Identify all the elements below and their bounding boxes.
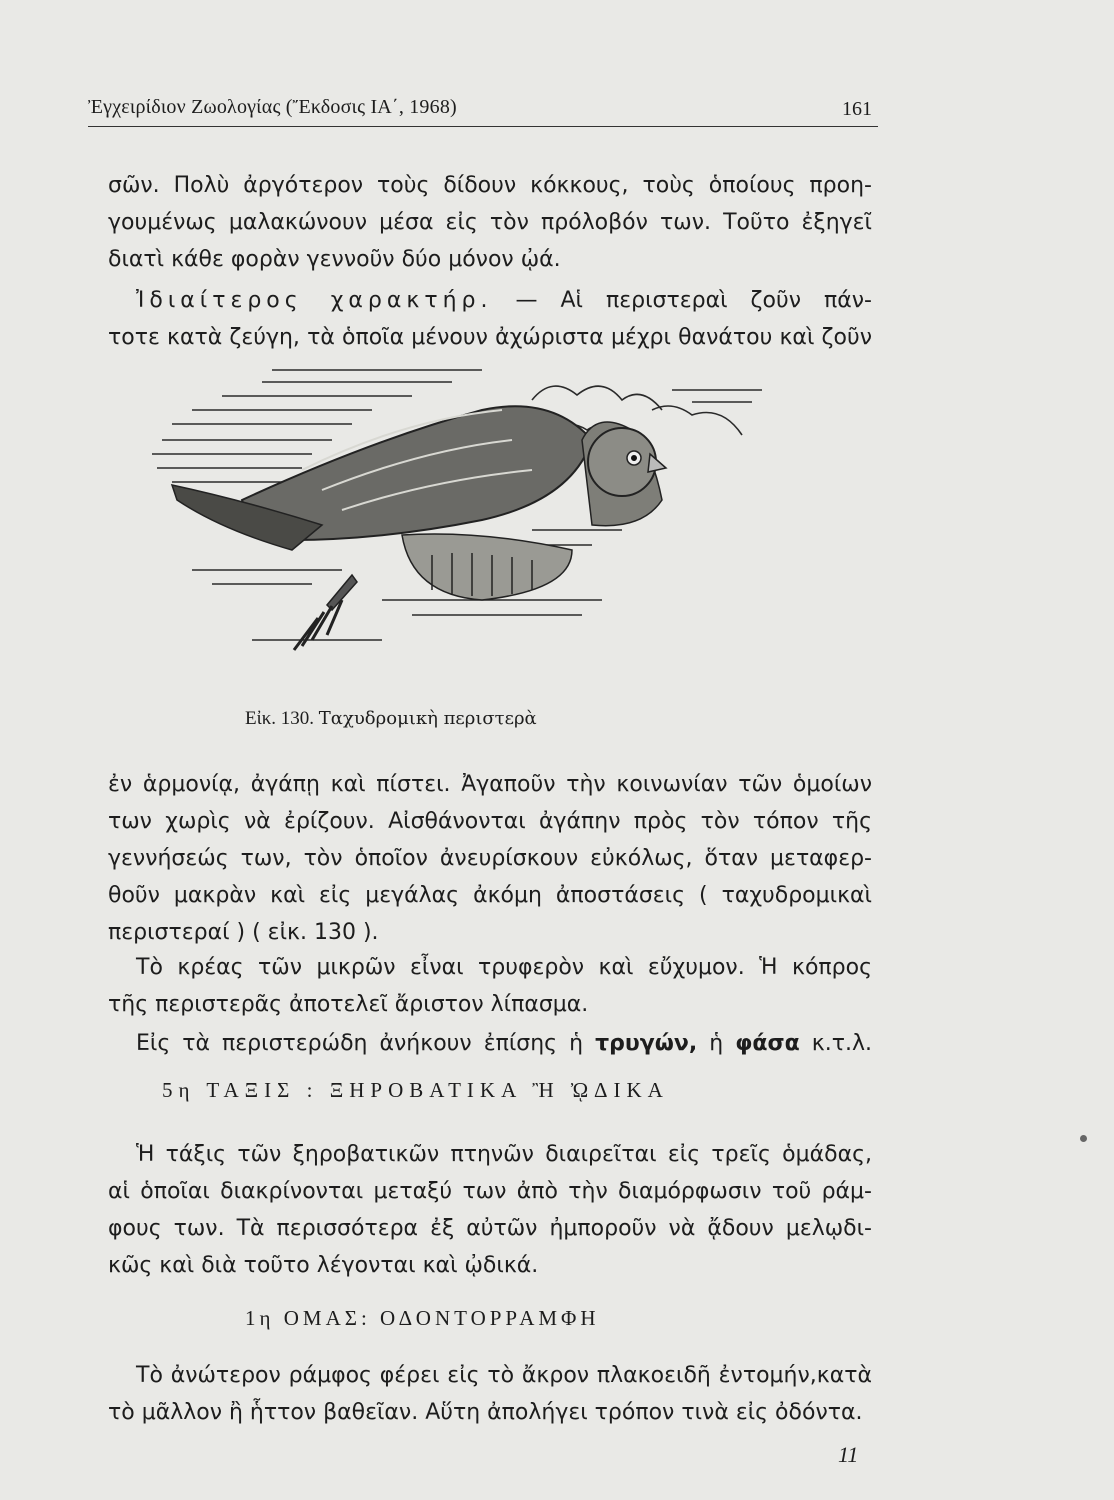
body-line: διατὶ κάθε φορὰν γεννοῦν δύο μόνον ᾠά. <box>108 247 561 272</box>
body-line: Τὸ κρέας τῶν μικρῶν εἶναι τρυφερὸν καὶ εὔχυμον. Ἡ κόπρος <box>136 955 872 980</box>
figure-caption-label: Εἰκ. 130. <box>245 708 315 729</box>
figure-caption-text: Ταχυδρομικὴ περιστερὰ <box>318 708 537 729</box>
body-line: Τὸ ἀνώτερον ράμφος φέρει εἰς τὸ ἄκρον πλακοειδῆ ἐντομήν,κατὰ <box>136 1363 872 1388</box>
body-line: κῶς καὶ διὰ τοῦτο λέγονται καὶ ᾠδικά. <box>108 1253 539 1278</box>
spaced-term: Ἰδιαίτερος χαρακτήρ. <box>136 288 493 313</box>
paper-speck <box>1080 1135 1087 1142</box>
body-line: γεννήσεώς των, τὸν ὁποῖον ἀνευρίσκουν εὐκόλως, ὅταν μεταφερ- <box>108 846 872 871</box>
body-line: τῆς περιστερᾶς ἀποτελεῖ ἄριστον λίπασμα. <box>108 992 589 1017</box>
body-line: θοῦν μακρὰν καὶ εἰς μεγάλας ἀκόμη ἀποστάσεις ( ταχυδρομικαὶ <box>108 883 872 908</box>
body-line: Ἡ τάξις τῶν ξηροβατικῶν πτηνῶν διαιρεῖται εἰς τρεῖς ὁμάδας, <box>136 1142 872 1167</box>
body-line: αἱ ὁποῖαι διακρίνονται μεταξύ των ἀπὸ τὴν διαμόρφωσιν τοῦ ράμ- <box>108 1179 872 1204</box>
body-text: Εἰς τὰ περιστερώδη ἀνήκουν ἐπίσης ἡ <box>136 1031 584 1056</box>
group-heading: 1η ΟΜΑΣ: ΟΔΟΝΤΟΡΡΑΜΦΗ <box>245 1306 600 1330</box>
body-line: τὸ μᾶλλον ἢ ἧττον βαθεῖαν. Αὕτη ἀπολήγει τρόπον τινὰ εἰς ὀδόντα. <box>108 1400 863 1425</box>
body-line: γουμένως μαλακώνουν μέσα εἰς τὸν πρόλοβόν των. Τοῦτο ἐξηγεῖ <box>108 210 872 235</box>
page-number: 161 <box>842 98 872 120</box>
body-line: περιστεραί ) ( εἰκ. 130 ). <box>108 920 379 945</box>
printer-signature: 11 <box>838 1442 859 1467</box>
order-heading: 5η ΤΑΞΙΣ : ΞΗΡΟΒΑΤΙΚΑ Ἢ ᾨΔΙΚΑ <box>162 1078 669 1102</box>
carrier-pigeon-illustration-icon <box>152 350 772 700</box>
body-text: — Αἱ περιστεραὶ ζοῦν πάν- <box>515 288 872 313</box>
character-para-line <box>108 283 872 318</box>
bold-term-fasa: φάσα <box>735 1031 800 1056</box>
body-text: ἡ <box>709 1031 724 1056</box>
body-text: κ.τ.λ. <box>811 1031 872 1056</box>
body-line: των χωρὶς νὰ ἐρίζουν. Αἰσθάνονται ἀγάπην πρὸς τὸν τόπον τῆς <box>108 809 872 834</box>
bold-term-trygon: τρυγών, <box>595 1031 698 1056</box>
body-line: ἐν ἁρμονίᾳ, ἀγάπῃ καὶ πίστει. Ἀγαποῦν τὴν κοινωνίαν τῶν ὁμοίων <box>108 772 872 797</box>
body-line: φους των. Τὰ περισσότερα ἐξ αὐτῶν ἠμποροῦν νὰ ᾄδουν μελῳδι- <box>108 1216 872 1241</box>
running-header <box>88 92 878 127</box>
body-line: τοτε κατὰ ζεύγη, τὰ ὁποῖα μένουν ἀχώριστα μέχρι θανάτου καὶ ζοῦν <box>108 325 872 350</box>
figure-caption <box>245 708 745 730</box>
body-line: σῶν. Πολὺ ἀργότερον τοὺς δίδουν κόκκους, τοὺς ὁποίους προη- <box>108 173 872 198</box>
running-title: Ἐγχειρίδιον Ζωολογίας (Ἔκδοσις ΙΑ΄, 1968) <box>88 96 457 118</box>
members-line <box>108 1026 872 1061</box>
